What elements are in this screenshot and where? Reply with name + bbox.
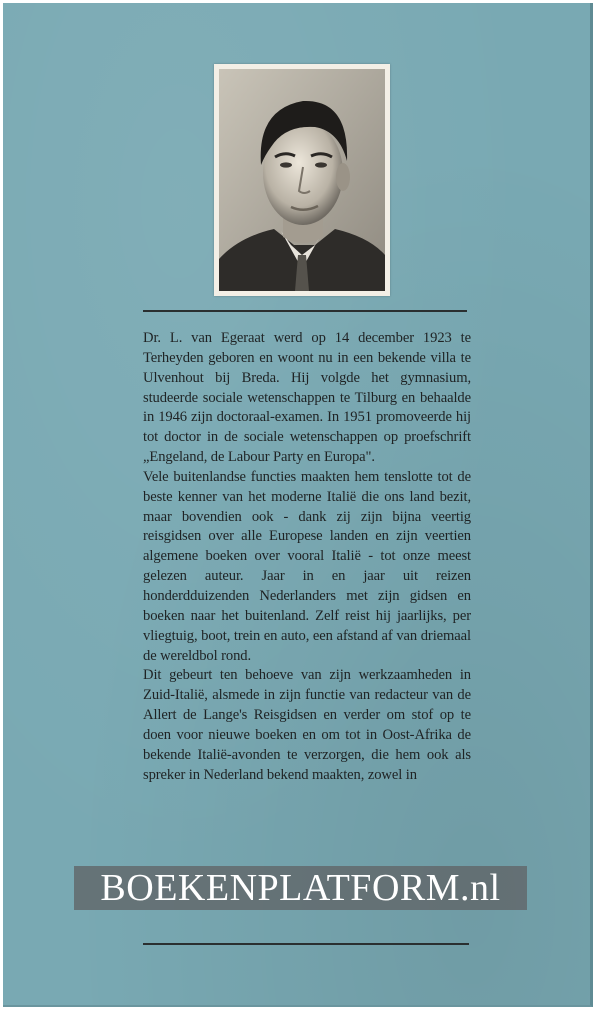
author-portrait-photo (214, 64, 390, 296)
watermark-banner (74, 866, 527, 910)
top-divider-line (143, 310, 467, 312)
bio-paragraph-2: Vele buitenlandse functies maakten hem tenslotte tot de beste kenner van het moderne Italië die ons land bezit, maar bovendien ook - dank zij zijn bijna veertig reisgidsen over alle Europese landen en zijn veertien algemene boeken over vooral Italië - tot onze meest gelezen auteur. Jaar in en jaar uit reizen honderdduizenden Nederlanders met zijn gidsen en boeken naar het buitenland. Zelf reist hij jaarlijks, per vliegtuig, boot, trein en auto, een afstand af van driemaal de wereldbol rond. (143, 468, 471, 664)
bio-paragraph-1: Dr. L. van Egeraat werd op 14 december 1923 te Terheyden geboren en woont nu in een bekende villa te Ulvenhout bij Breda. Hij volgde het gymnasium, studeerde sociale wetenschappen te Tilburg en behaalde in 1946 zijn doctoraal-examen. In 1951 promoveerde hij tot doctor in de sociale wetenschappen op proefschrift „Engeland, de Labour Party en Europa". (143, 330, 471, 466)
bottom-divider-line (143, 943, 469, 945)
author-portrait-image (219, 69, 385, 291)
book-back-cover (3, 3, 593, 1007)
watermark-text: BOEKENPLATFORM.nl (100, 867, 501, 909)
author-biography (143, 329, 471, 785)
bio-paragraph-3: Dit gebeurt ten behoeve van zijn werkzaamheden in Zuid-Italië, alsmede in zijn functie van redacteur van de Allert de Lange's Reisgidsen en verder om stof op te doen voor nieuwe boeken en om tot in Oost-Afrika de bekende Italië-avonden te verzorgen, die hem ook als spreker in Nederland bekend maakten, zowel in (143, 667, 471, 783)
